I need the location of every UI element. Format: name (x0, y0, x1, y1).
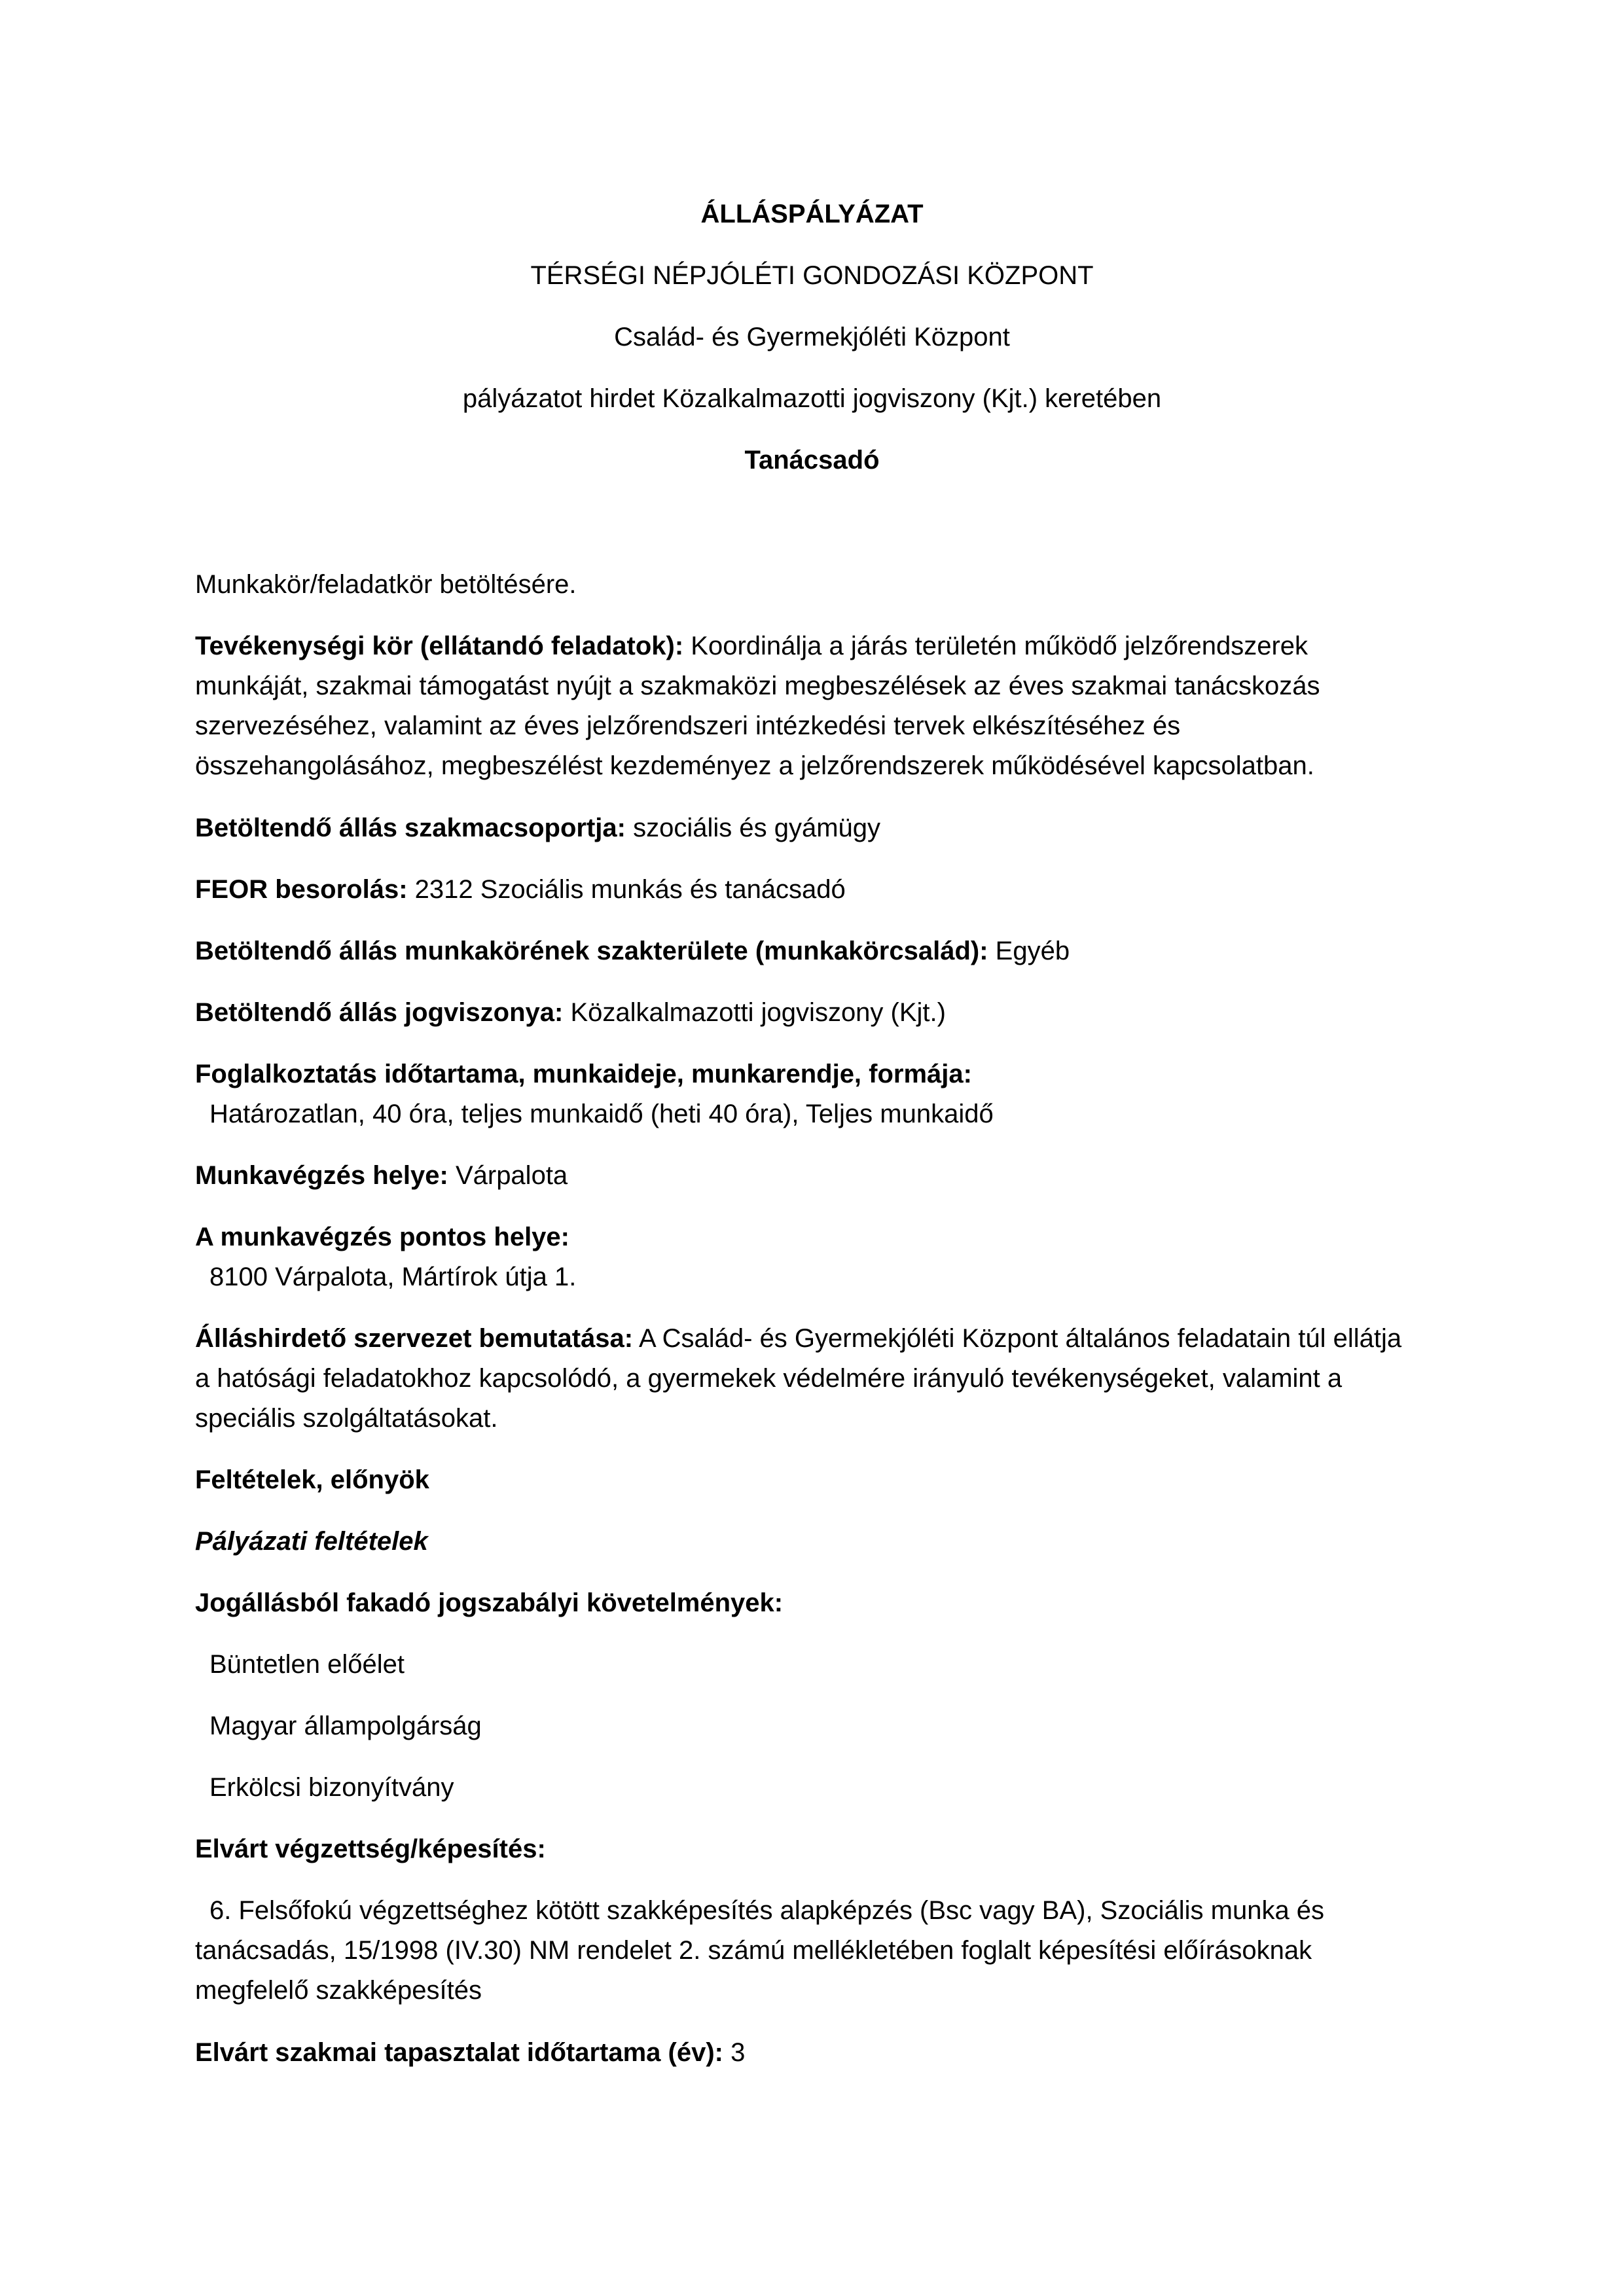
education-line-2: tanácsadás, 15/1998 (IV.30) NM rendelet 2. számú mellékletében foglalt képesítési előírásoknak (195, 1936, 1312, 1965)
employer-label: Álláshirdető szervezet bemutatása: (195, 1324, 634, 1353)
unit-name: Család- és Gyermekjóléti Központ (614, 323, 1010, 351)
employment-label: Foglalkoztatás időtartama, munkaideje, munkarendje, formája: (195, 1060, 972, 1088)
employment-section (195, 1054, 1452, 1134)
exact-workplace-value: 8100 Várpalota, Mártírok útja 1. (209, 1263, 577, 1291)
document-title: ÁLLÁSPÁLYÁZAT (700, 200, 924, 228)
application-conditions-heading: Pályázati feltételek (195, 1527, 428, 1556)
education-label: Elvárt végzettség/képesítés: (195, 1835, 546, 1863)
requirement-item: Erkölcsi bizonyítvány (209, 1773, 454, 1802)
field-value: Egyéb (988, 937, 1070, 965)
activity-section (195, 626, 1452, 786)
education-line-1: 6. Felsőfokú végzettséghez kötött szakképesítés alapképzés (Bsc vagy BA), Szociális munka és (209, 1896, 1325, 1925)
employment-value: Határozatlan, 40 óra, teljes munkaidő (heti 40 óra), Teljes munkaidő (209, 1100, 994, 1128)
workplace-label: Munkavégzés helye: (195, 1161, 448, 1190)
experience-row (195, 2033, 1452, 2073)
intro-text: Munkakör/feladatkör betöltésére. (195, 570, 577, 599)
employer-line-3: speciális szolgáltatásokat. (195, 1404, 498, 1433)
exact-workplace-section (195, 1217, 1452, 1297)
professional-group-row (195, 808, 1452, 848)
activity-line-4: összehangolásához, megbeszélést kezdeményez a jelzőrendszerek működésével kapcsolatban. (195, 751, 1314, 780)
employer-section (195, 1319, 1452, 1439)
requirement-item: Magyar állampolgárság (209, 1712, 482, 1740)
field-row (195, 931, 1452, 971)
experience-label: Elvárt szakmai tapasztalat időtartama (év): (195, 2038, 723, 2067)
activity-label: Tevékenységi kör (ellátandó feladatok): (195, 632, 684, 660)
experience-value: 3 (723, 2038, 746, 2067)
exact-workplace-label: A munkavégzés pontos helye: (195, 1223, 569, 1251)
employer-line-1: A Család- és Gyermekjóléti Központ általános feladatain túl ellátja (633, 1324, 1402, 1353)
legal-relationship-value: Közalkalmazotti jogviszony (Kjt.) (563, 998, 946, 1027)
professional-group-value: szociális és gyámügy (625, 814, 881, 842)
activity-line-3: szervezéséhez, valamint az éves jelzőrendszeri intézkedési tervek elkészítéséhez és (195, 711, 1181, 740)
requirement-item: Büntetlen előélet (209, 1650, 405, 1679)
field-label: Betöltendő állás munkakörének szakterülete (munkakörcsalád): (195, 937, 988, 965)
education-line-3: megfelelő szakképesítés (195, 1976, 482, 2005)
position-title: Tanácsadó (744, 446, 880, 475)
feor-row (195, 870, 1452, 910)
activity-line-2: munkáját, szakmai támogatást nyújt a szakmaközi megbeszélések az éves szakmai tanácskozás (195, 672, 1320, 700)
announcement-line: pályázatot hirdet Közalkalmazotti jogviszony (Kjt.) keretében (462, 384, 1162, 413)
organization-name: TÉRSÉGI NÉPJÓLÉTI GONDOZÁSI KÖZPONT (530, 261, 1094, 290)
feor-label: FEOR besorolás: (195, 875, 408, 904)
legal-requirements-label: Jogállásból fakadó jogszabályi követelmények: (195, 1588, 784, 1617)
workplace-value: Várpalota (448, 1161, 568, 1190)
legal-relationship-label: Betöltendő állás jogviszonya: (195, 998, 564, 1027)
legal-relationship-row (195, 993, 1452, 1033)
education-section (195, 1891, 1452, 2011)
conditions-heading: Feltételek, előnyök (195, 1465, 429, 1494)
professional-group-label: Betöltendő állás szakmacsoportja: (195, 814, 626, 842)
activity-line-1: Koordinálja a járás területén működő jelzőrendszerek (683, 632, 1308, 660)
workplace-row (195, 1156, 1452, 1196)
employer-line-2: a hatósági feladatokhoz kapcsolódó, a gyermekek védelmére irányuló tevékenységeket, valamint a (195, 1364, 1343, 1393)
feor-value: 2312 Szociális munkás és tanácsadó (407, 875, 846, 904)
